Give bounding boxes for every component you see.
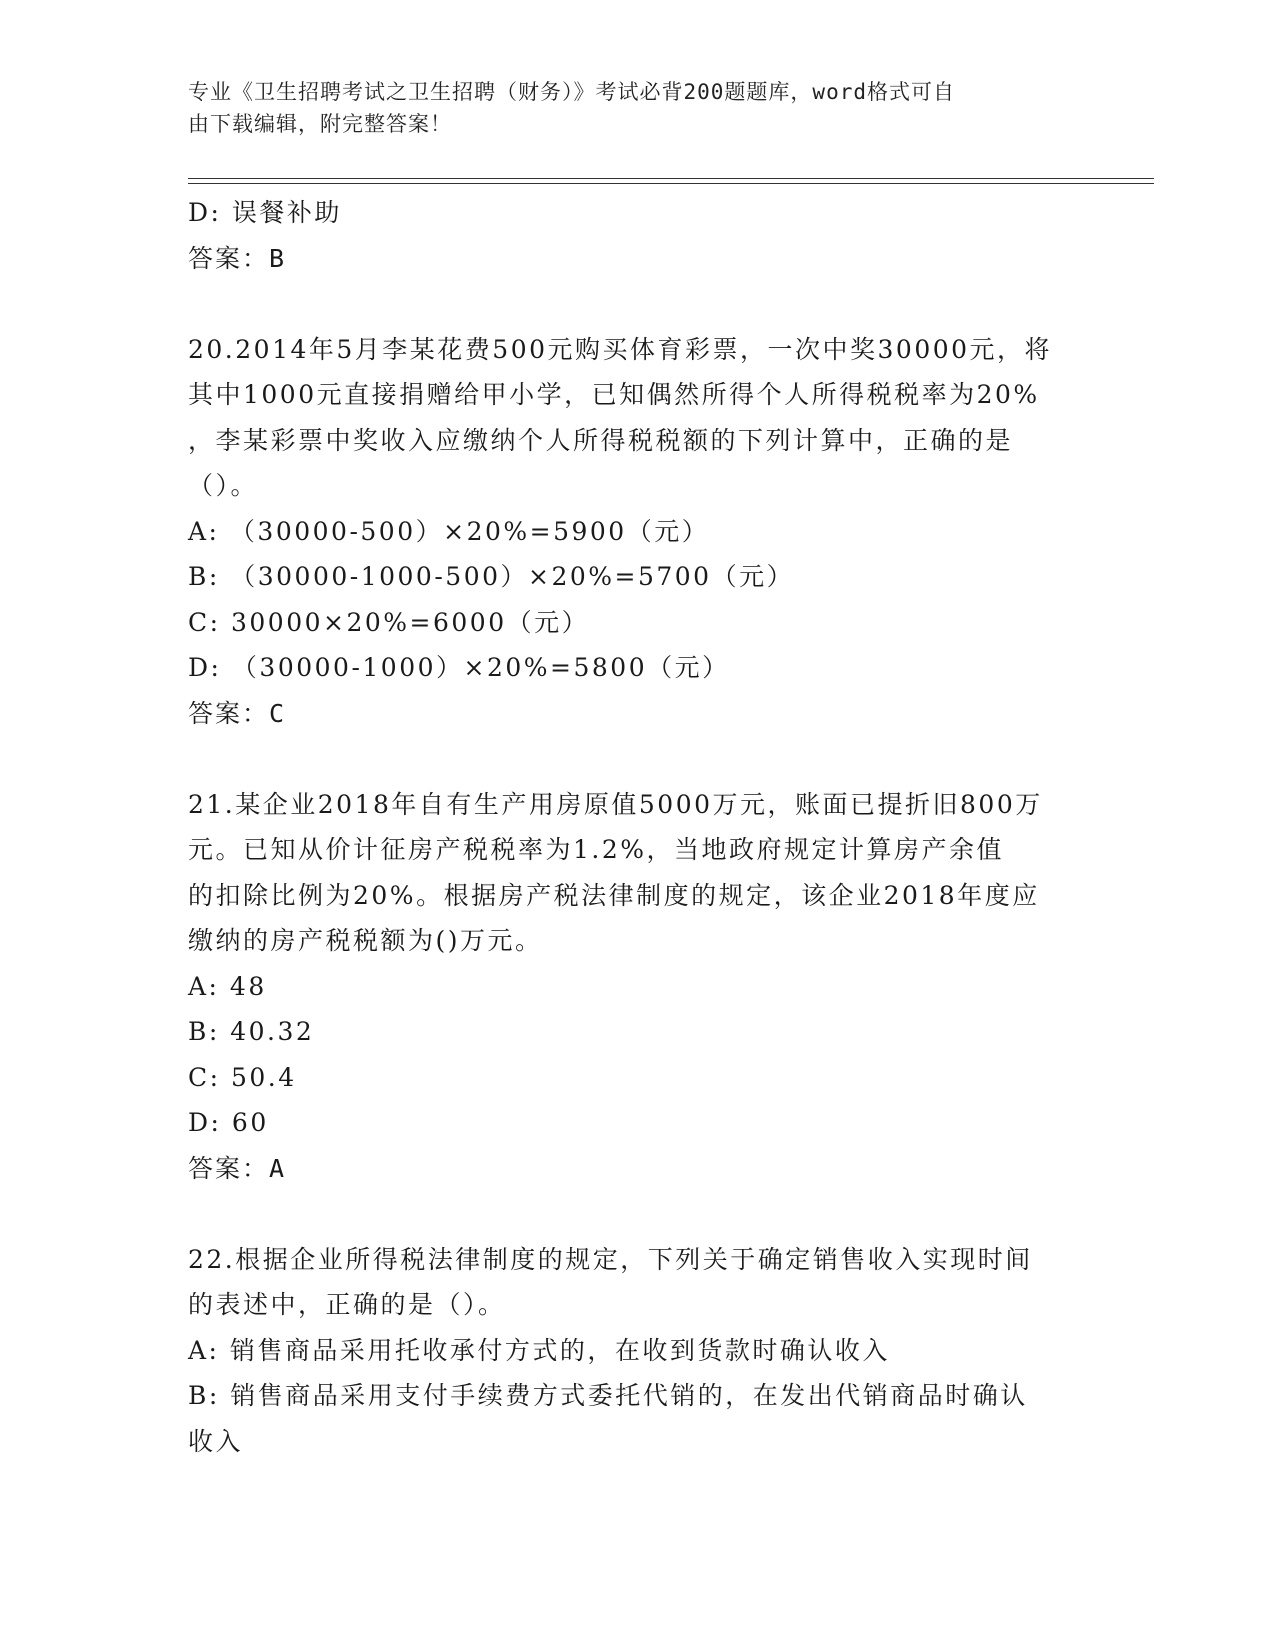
q21-stem-line-3: 的扣除比例为20%。根据房产税法律制度的规定，该企业2018年度应 [188,880,1040,910]
q20-option-b: B: （30000-1000-500）×20%=5700（元） [188,562,795,591]
q20-option-d: D: （30000-1000）×20%=5800（元） [188,653,730,682]
q20-answer [188,691,1088,737]
header-rule-top [188,178,1154,179]
q20-option-c: C: 30000×20%=6000（元） [188,607,590,637]
page-header [188,76,1068,140]
answer-label: 答案： [188,243,270,273]
q21-option-d: D: 60 [188,1108,269,1137]
q21-stem-line-2: 元。已知从价计征房产税税率为1.2%，当地政府规定计算房产余值 [188,835,1005,864]
q22-option-a: A: 销售商品采用托收承付方式的，在收到货款时确认收入 [188,1335,890,1365]
answer-value: B [269,243,286,273]
header-line-1: 专业《卫生招聘考试之卫生招聘（财务）》考试必背200题题库，word格式可自 [188,80,955,104]
q20-option-a: A: （30000-500）×20%=5900（元） [188,516,710,546]
q21-answer [188,1146,1088,1192]
spacer [188,281,1088,327]
q21-stem-line-1: 21.某企业2018年自有生产用房原值5000万元，账面已提折旧800万 [188,789,1043,819]
answer-value: C [269,698,286,728]
prev-option-d: D: 误餐补助 [188,198,342,227]
q21-option-b: B: 40.32 [188,1017,315,1046]
spacer [188,1191,1088,1237]
question-22 [188,1237,1088,1465]
q20-stem-line-3: ，李某彩票中奖收入应缴纳个人所得税税额的下列计算中，正确的是 [188,425,1014,455]
q22-option-b-cont: 收入 [188,1426,244,1456]
q21-option-c: C: 50.4 [188,1062,297,1092]
q20-stem-line-2: 其中1000元直接捐赠给甲小学，已知偶然所得个人所得税税率为20% [188,380,1040,409]
question-content [188,190,1088,1464]
answer-label: 答案： [188,1153,270,1183]
header-rule-bottom [188,183,1154,184]
header-line-2: 由下载编辑，附完整答案！ [188,112,452,136]
q22-option-b: B: 销售商品采用支付手续费方式委托代销的，在发出代销商品时确认 [188,1381,1028,1410]
prev-answer [188,236,1088,282]
q22-stem-line-1: 22.根据企业所得税法律制度的规定，下列关于确定销售收入实现时间 [188,1244,1033,1274]
q21-stem-line-4: 缴纳的房产税税额为()万元。 [188,926,543,955]
answer-value: A [269,1153,286,1183]
question-21 [188,782,1088,1192]
q22-stem-line-2: 的表述中，正确的是（）。 [188,1290,506,1319]
question-20 [188,327,1088,737]
q20-stem-line-4: （）。 [188,471,259,500]
q20-stem-line-1: 20.2014年5月李某花费500元购买体育彩票，一次中奖30000元，将 [188,334,1053,364]
q21-option-a: A: 48 [188,971,267,1001]
answer-label: 答案： [188,698,270,728]
spacer [188,736,1088,782]
